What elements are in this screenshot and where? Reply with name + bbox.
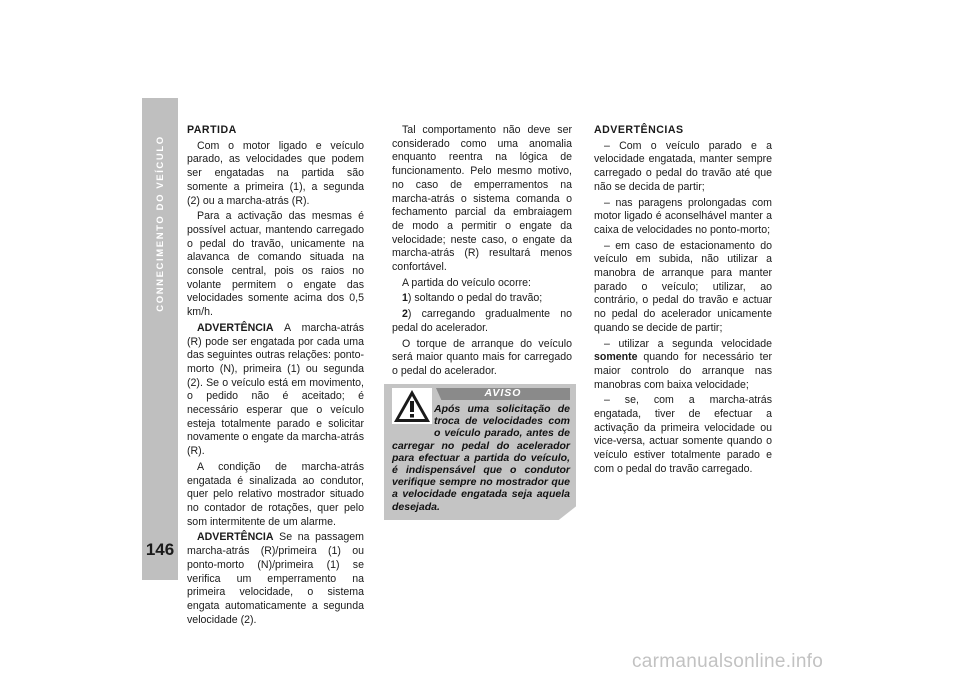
bullet-4-a: – utilizar a segunda velocidade [604,337,772,350]
aviso-label: AVISO [484,387,522,399]
warning-text-content: Após uma solicitação de troca de velocidades com o veículo parado, antes de carregar no pedal do acelerador para efectuar a partida do veículo, é indispensável que o condutor verifique sempre no mostrador que a velocidade engatada seja aquela desejada. [392,403,570,513]
advertencia-label: ADVERTÊNCIA [197,321,274,334]
column-1 [187,124,364,629]
bullet-3: – em caso de estacionamento do veículo em subida, não utilizar a manobra de arranque para manter parado o veículo; utilizar, ao contrário, o pedal do travão e actuar no pedal do acelerador unicamente quando se decide de partir; [594,239,772,334]
paragraph-1: Com o motor ligado e veículo parado, as velocidades que podem ser engatadas na partida são somente a primeira (1), a segunda (2) ou a marcha-atrás (R). [187,139,364,207]
step-1 [392,292,572,306]
step-1-text: ) soltando o pedal do travão; [407,292,543,305]
section-title-text: CONNECIMENTO DO VEÍCULO [154,134,166,312]
paragraph-6: Tal comportamento não deve ser considerado como uma anomalia enquanto reentra na lógica de funcionamento. Pelo mesmo motivo, no caso de emperramentos na marcha-atrás o sistema comanda o fechamento parcial da embraiagem de modo a permitir o engate da velocidade; neste caso, o engate da marcha-atrás (R) resultará menos confortável. [392,124,572,274]
column-2 [392,124,572,381]
column-3 [594,124,772,479]
heading-advertencias: ADVERTÊNCIAS [594,124,684,136]
bullet-2: – nas paragens prolongadas com motor ligado é aconselhável manter a caixa de velocidades no ponto-morto; [594,196,772,236]
paragraph-3-text: A marcha-atrás (R) pode ser engatada por cada uma das seguintes outras relações: ponto-morto (N), primeira (1) ou segunda (2). Se o veículo está em movimento, o pedido não é aceitado; é necessário esperar que o veículo esteja totalmente parado e solicitar novamente o engate da marcha-atrás (R). [187,321,364,458]
step-1-number: 1 [402,292,408,305]
step-2-text: ) carregando gradualmente no pedal do acelerador. [392,308,572,334]
paragraph-3 [187,322,364,459]
step-2 [392,308,572,335]
section-title [142,98,178,348]
warning-text [392,403,570,513]
paragraph-4: A condição de marcha-atrás engatada é sinalizada ao condutor, quer pelo relativo mostrador situado no contador de rotações, quer pelo som intermitente de um alarme. [187,460,364,528]
step-2-number: 2 [402,308,408,321]
paragraph-2: Para a activação das mesmas é possível actuar, mantendo carregado o pedal do travão, unicamente na alavanca de comando situada na console central, pois os raios no volante permitem o engate das velocidades somente acima dos 0,5 km/h. [187,210,364,319]
bullet-4 [594,338,772,393]
bullet-1: – Com o veículo parado e a velocidade engatada, manter sempre carregado o pedal do travão até que não se decida de partir; [594,139,772,193]
paragraph-7: A partida do veículo ocorre: [402,276,531,289]
bullet-5: – se, com a marcha-atrás engatada, tiver de efectuar a activação da primeira velocidade ou vice-versa, actuar somente quando o veículo estiver totalmente parado e com o pedal do travão carregado. [594,394,772,475]
warning-text-spacer [392,403,434,431]
heading-partida: PARTIDA [187,124,237,136]
bullet-4-c: quando for necessário ter maior controlo do arranque nas manobras com baixa velocidade; [594,351,772,391]
page-number: 146 [145,540,175,559]
advertencia-label-2: ADVERTÊNCIA [197,531,274,544]
watermark: carmanualsonline.info [632,651,824,672]
paragraph-8: O torque de arranque do veículo será maior quanto mais for carregado o pedal do acelerador. [392,337,572,377]
paragraph-5-text: Se na passagem marcha-atrás (R)/primeira (1) ou ponto-morto (N)/primeira (1) se verifica um emperramento na primeira velocidade, o sistema engata automaticamente a segunda velocidade (2). [187,531,364,626]
bullet-4-somente: somente [594,351,638,364]
paragraph-5 [187,531,364,627]
